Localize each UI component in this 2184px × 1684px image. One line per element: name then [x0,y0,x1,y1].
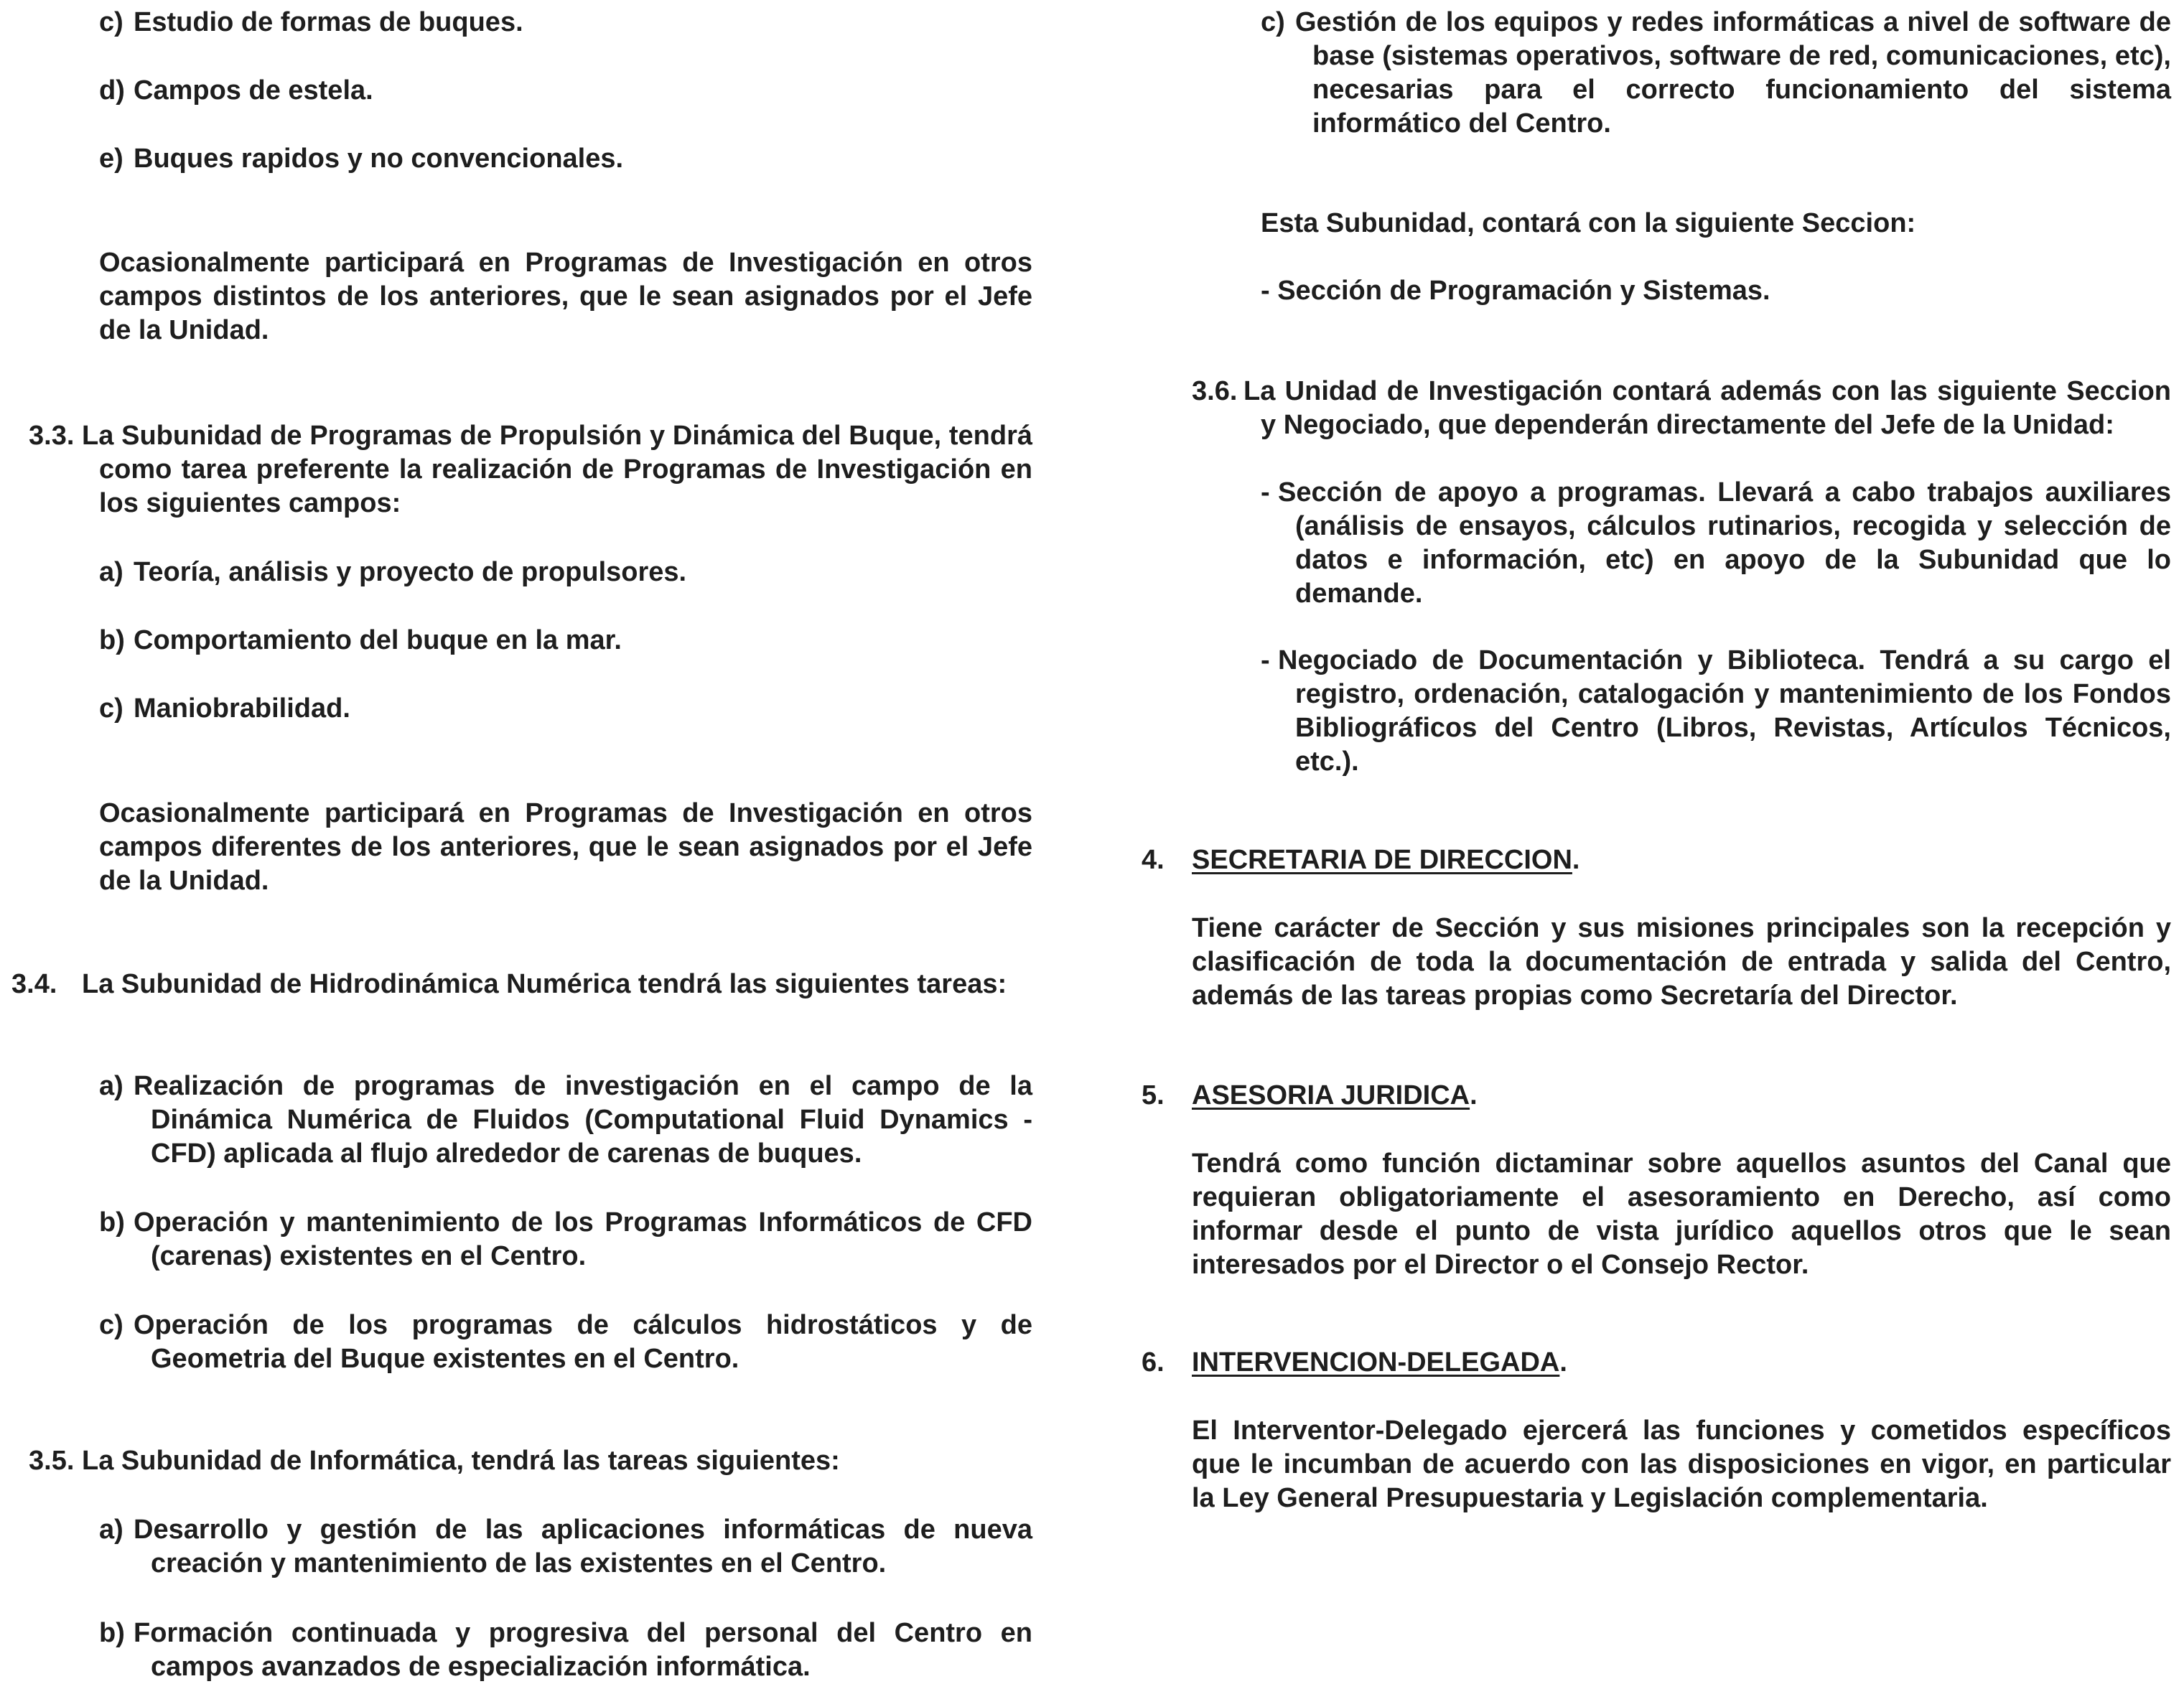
section-3-5-text: La Subunidad de Informática, tendrá las tareas siguientes: [82,1446,840,1476]
section-3-6-number: 3.6. [1192,376,1238,406]
item-3-2-c-label: c) [99,7,123,37]
section-3-5-item-c-text: Gestión de los equipos y redes informáticas a nivel de software de base (sistemas operativos, software de red, comunicaciones, etc), necesarias para el correcto funcionamiento del sistema informático del Centro. [1295,7,2171,139]
section-3-3-item-a-label: a) [99,557,123,587]
section-3-3-item-b-label: b) [99,625,125,655]
section-3-6-item-2-wrap [1278,644,2171,779]
section-3-5-item-b-wrap [134,1617,1032,1684]
section-3-3-item-c-label: c) [99,693,123,724]
section-3-5-item-a-wrap [134,1513,1032,1581]
section-3-6-text: La Unidad de Investigación contará además con las siguiente Seccion y Negociado, que dependerán directamente del Jefe de la Unidad: [1243,376,2171,440]
section-3-5-number: 3.5. [29,1446,75,1476]
section-3-4-item-b-wrap [134,1206,1032,1273]
section-3-3-item-b-text: Comportamiento del buque en la mar. [134,625,622,655]
section-6-heading: INTERVENCION-DELEGADA [1192,1347,1560,1377]
section-5-number: 5. [1142,1080,1165,1110]
section-5-heading-line [1192,1079,1478,1113]
section-3-4-item-c-text: Operación de los programas de cálculos hidrostáticos y de Geometria del Buque existentes en el Centro. [134,1310,1032,1374]
section-3-5-item-b-label: b) [99,1618,125,1648]
para-3-2-occasional: Ocasionalmente participará en Programas de Investigación en otros campos distintos de los anteriores, que le sean asignados por el Jefe de la Unidad. [99,248,1032,345]
section-3-4-item-a-wrap [134,1070,1032,1171]
section-3-4-item-a-text: Realización de programas de investigación en el campo de la Dinámica Numérica de Fluidos (Computational Fluid Dynamics - CFD) aplicada al flujo alrededor de carenas de buques. [134,1071,1032,1169]
section-4-heading-suffix: . [1572,845,1580,875]
section-3-6-item-2-text: Negociado de Documentación y Biblioteca. Tendrá a su cargo el registro, ordenación, catalogación y mantenimiento de los Fondos Bibliográficos del Centro (Libros, Revistas, Artículos Técnicos, etc.). [1278,645,2171,777]
section-3-5-item-a-text: Desarrollo y gestión de las aplicaciones informáticas de nueva creación y mantenimiento de las existentes en el Centro. [134,1515,1032,1578]
section-3-3-item-a-text: Teoría, análisis y proyecto de propulsores. [134,557,687,587]
section-3-4-item-a-label: a) [99,1071,123,1101]
section-3-5-item-c-label: c) [1261,7,1285,37]
section-3-6-item-1-label: - [1261,477,1270,507]
section-3-6-item-1-text: Sección de apoyo a programas. Llevará a cabo trabajos auxiliares (análisis de ensayos, cálculos rutinarios, recogida y selección de datos e información, etc) en apoyo de la Subunidad que lo demande. [1278,477,2171,609]
section-3-4-text: La Subunidad de Hidrodinámica Numérica tendrá las siguientes tareas: [82,969,1007,999]
section-6-heading-suffix: . [1559,1347,1567,1377]
section-5-heading-suffix: . [1470,1080,1478,1110]
section-6-number: 6. [1142,1347,1165,1377]
section-6-heading-line [1192,1346,1567,1380]
section-3-6-wrap [1243,375,2171,442]
section-5-heading: ASESORIA JURIDICA [1192,1080,1470,1110]
item-3-2-e-text: Buques rapidos y no convencionales. [134,144,624,174]
section-4-text: Tiene carácter de Sección y sus misiones principales son la recepción y clasificación de toda la documentación de entrada y salida del Centro, además de las tareas propias como Secretaría del Director. [1192,913,2171,1011]
section-3-6-item-2-label: - [1261,645,1270,675]
section-3-4-number: 3.4. [11,969,57,999]
item-3-2-c-text: Estudio de formas de buques. [134,7,523,37]
section-3-5-item-c-wrap [1295,6,2171,141]
section-3-4-item-c-label: c) [99,1310,123,1340]
item-3-2-e-label: e) [99,144,123,174]
section-4-heading: SECRETARIA DE DIRECCION [1192,845,1572,875]
section-5-text: Tendrá como función dictaminar sobre aquellos asuntos del Canal que requieran obligatoriamente el asesoramiento en Derecho, así como informar desde el punto de vista jurídico aquellos otros que le sean interesados por el Director o el Consejo Rector. [1192,1149,2171,1280]
section-3-3-number: 3.3. [29,421,75,451]
subunit-section-intro: Esta Subunidad, contará con la siguiente Seccion: [1261,208,1916,238]
item-3-2-d-label: d) [99,75,125,106]
section-4-number: 4. [1142,845,1165,875]
section-4-heading-line [1192,843,1579,877]
section-6-text: El Interventor-Delegado ejercerá las funciones y cometidos específicos que le incumban de acuerdo con las disposiciones en vigor, en particular la Ley General Presupuestaria y Legislación complementaria. [1192,1416,2171,1513]
section-3-4-item-c-wrap [134,1309,1032,1376]
section-3-3-item-c-text: Maniobrabilidad. [134,693,350,724]
section-3-6-item-1-wrap [1278,476,2171,611]
section-3-4-item-b-label: b) [99,1207,125,1238]
subunit-section-item: - Sección de Programación y Sistemas. [1261,276,1770,306]
section-3-5-item-b-text: Formación continuada y progresiva del personal del Centro en campos avanzados de especialización informática. [134,1618,1032,1682]
item-3-2-d-text: Campos de estela. [134,75,373,106]
section-3-3-occasional: Ocasionalmente participará en Programas de Investigación en otros campos diferentes de los anteriores, que le sean asignados por el Jefe de la Unidad. [99,798,1032,896]
section-3-4-item-b-text: Operación y mantenimiento de los Programas Informáticos de CFD (carenas) existentes en el Centro. [134,1207,1032,1271]
section-3-3-text: La Subunidad de Programas de Propulsión y Dinámica del Buque, tendrá como tarea preferente la realización de Programas de Investigación en los siguientes campos: [82,421,1032,518]
section-3-5-item-a-label: a) [99,1515,123,1545]
section-3-3-text-wrap [82,419,1032,520]
